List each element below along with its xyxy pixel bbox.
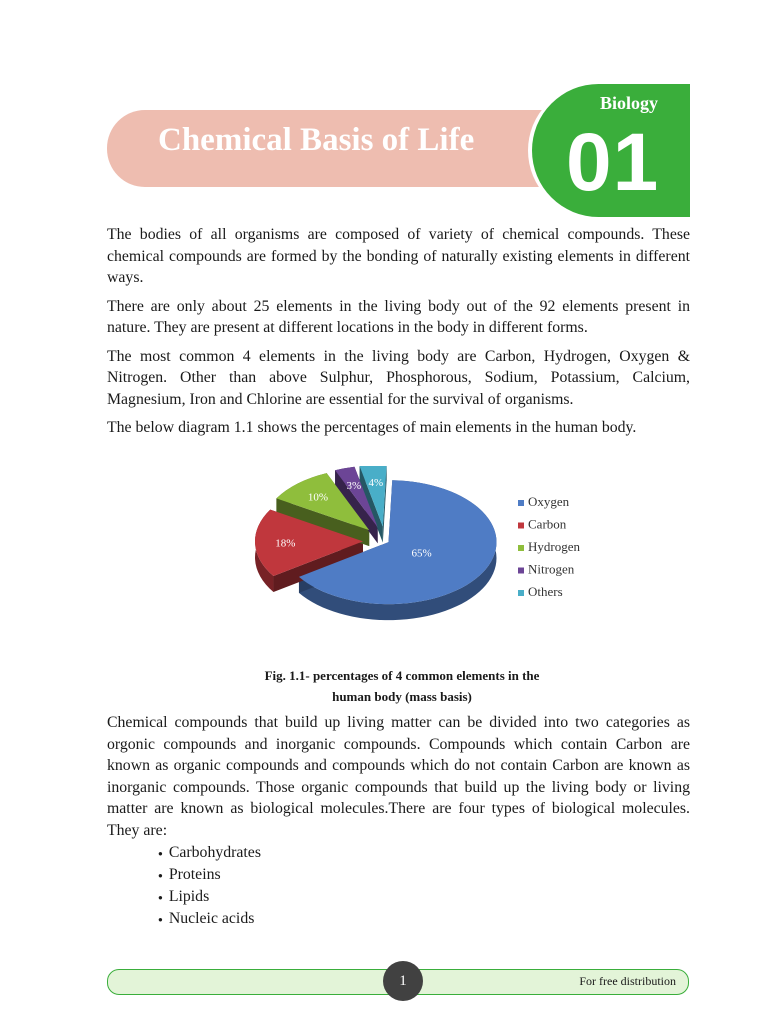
paragraph: The bodies of all organisms are composed of variety of chemical compounds. These chemical compounds are formed by the bonding of naturally existing elements in different ways. (107, 226, 690, 286)
pie-chart-svg (210, 466, 610, 636)
pie-data-label: 10% (307, 491, 329, 504)
legend-swatch (518, 568, 524, 574)
caption-line: Fig. 1.1- percentages of 4 common elements in the (264, 668, 540, 683)
legend-label: Nitrogen (528, 561, 575, 577)
legend-swatch (518, 590, 524, 596)
intro-text (107, 224, 690, 446)
molecule-list (158, 842, 261, 931)
paragraph: Chemical compounds that build up living matter can be divided into two categories as orgonic compounds and inorganic compounds. Compounds which contain Carbon are known as organic compounds and compounds which do not contain Carbon are known as inorganic compounds. Those organic compounds that build up the living body or living matter are known as biological molecules.There are four types of biological molecules. They are: (107, 714, 690, 839)
paragraph: The most common 4 elements in the living body are Carbon, Hydrogen, Oxygen & Nitrogen. Other than above Sulphur, Phosphorous, Sodium, Potassium, Calcium, Magnesium, Iron and Chlorine are essential for the survival of organisms. (107, 347, 690, 408)
subject-label: Biology (600, 93, 659, 113)
legend-swatch (518, 545, 524, 551)
pie-data-label: 18% (275, 537, 296, 550)
pie-slices (255, 466, 496, 620)
page-number: 1 (383, 961, 423, 1001)
legend-label: Hydrogen (528, 539, 580, 554)
list-item: ● Proteins (158, 864, 261, 886)
chapter-number: 01 (566, 117, 660, 208)
legend-swatch (518, 500, 524, 506)
legend-label: Oxygen (528, 494, 570, 509)
figure-caption (107, 665, 697, 707)
legend-label: Carbon (528, 516, 567, 532)
chart-legend (518, 494, 580, 599)
list-item: ● Carbohydrates (158, 842, 261, 864)
list-item: ● Nucleic acids (158, 908, 261, 930)
pie-data-label: 3% (346, 479, 362, 492)
list-item: ● Lipids (158, 886, 261, 908)
paragraph: There are only about 25 elements in the living body out of the 92 elements present in nature. They are present at different locations in the body in different forms. (107, 297, 690, 336)
caption-line: human body (mass basis) (332, 689, 472, 704)
pie-data-label: 65% (411, 547, 432, 560)
footer-distribution-text: For free distribution (579, 974, 676, 988)
paragraph: The below diagram 1.1 shows the percentages of main elements in the human body. (107, 419, 637, 436)
body-text (107, 712, 690, 841)
legend-swatch (518, 523, 524, 529)
legend-label: Others (528, 584, 563, 599)
pie-chart (210, 466, 610, 636)
chapter-title: Chemical Basis of Life (158, 122, 475, 158)
pie-data-label: 4% (368, 477, 384, 490)
